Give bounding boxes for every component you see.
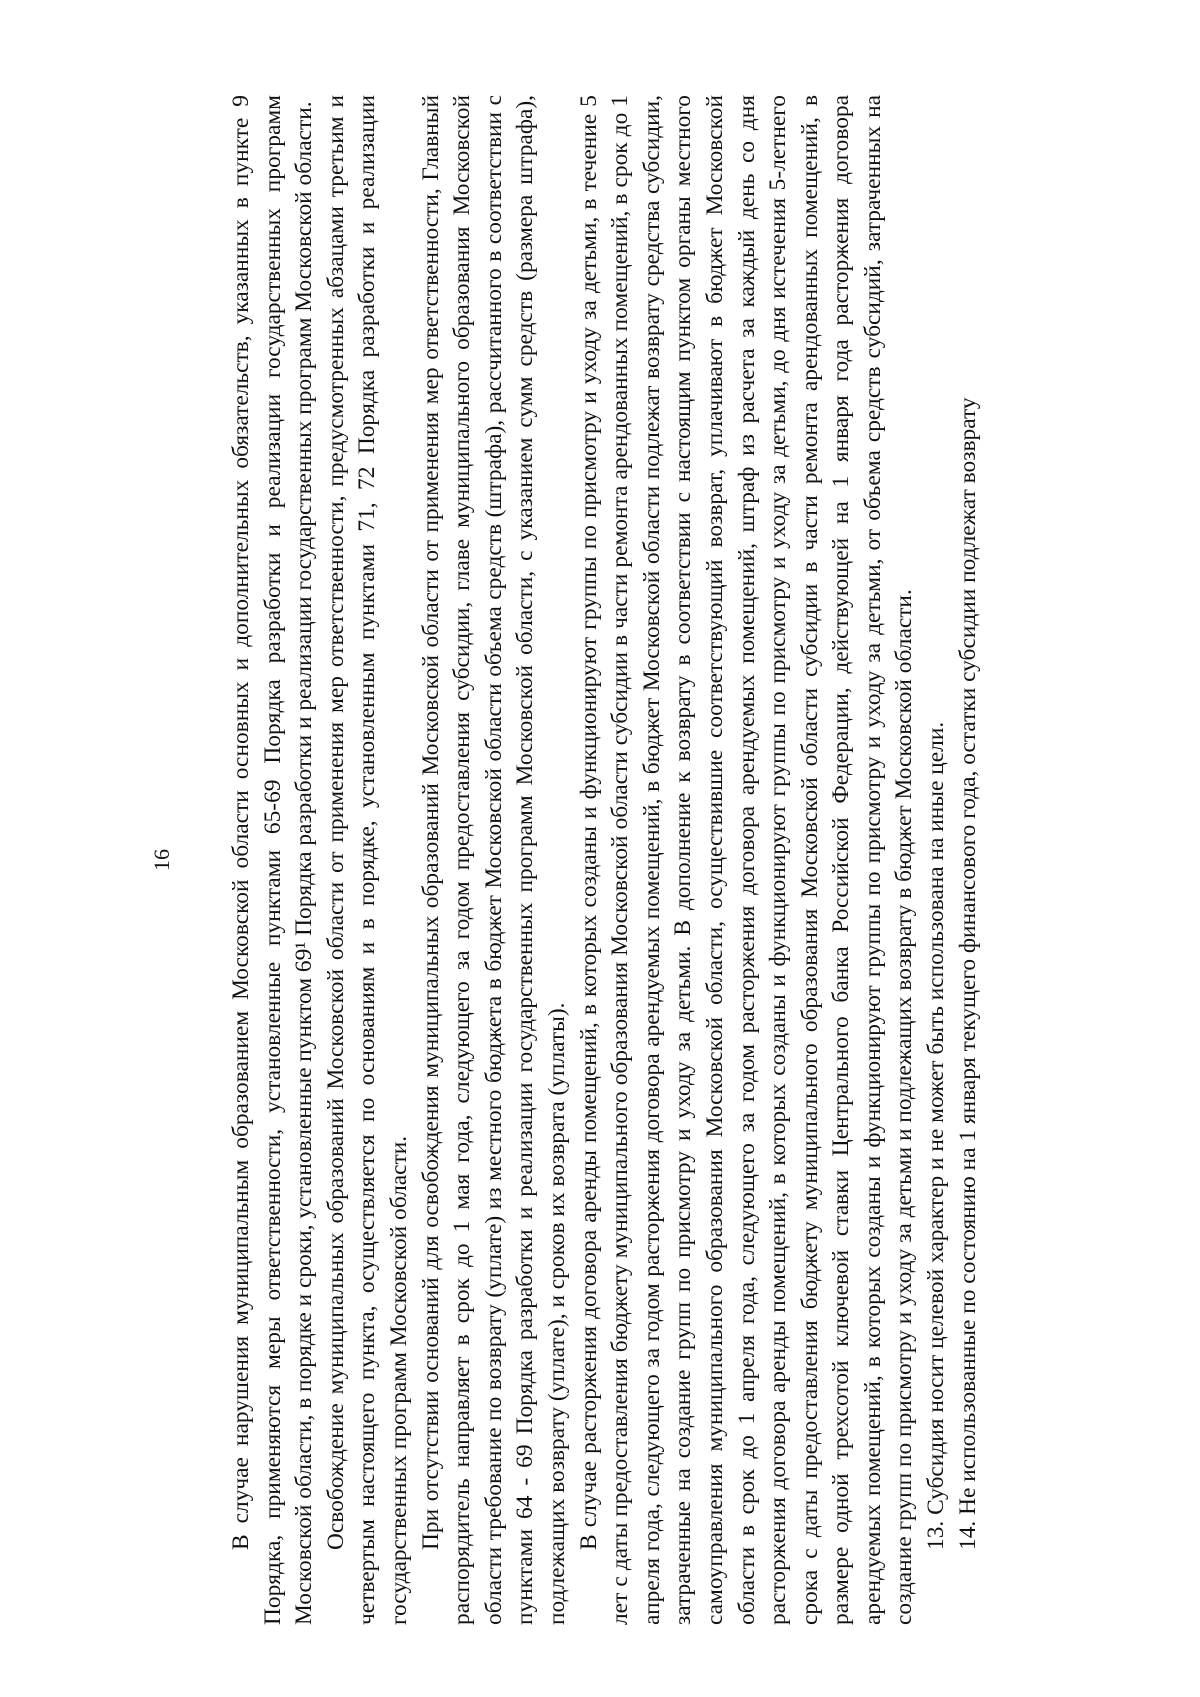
paragraph-exemption: Освобождение муниципальных образований Московской области от применения мер ответственности, предусмотренных абзацами третьим и четвертым настоящего пункта, осуществляется по основаниям и в порядке, установленным пунктами 71, 72 Порядка разработки и реализации государственных программ Московской области. bbox=[322, 95, 412, 1625]
rotated-text-block bbox=[148, 95, 984, 1625]
paragraph-item-13: 13. Субсидия носит целевой характер и не может быть использована на иные цели. bbox=[923, 721, 950, 1550]
page-number: 16 bbox=[149, 849, 174, 871]
paragraph-item-14: 14. Не использованные по состоянию на 1 января текущего финансового года, остатки субсидии подлежат возврату bbox=[954, 397, 981, 1550]
paragraph-lease-termination: В случае расторжения договора аренды помещений, в которых созданы и функционируют группы по присмотру и уходу за детьми, в течение 5 лет с даты предоставления бюджету муниципального образования Московской области субсидии в части ремонта арендованных помещений, в срок до 1 апреля года, следующего за годом расторжения договора арендуемых помещений, в бюджет Московской области подлежат возврату средства субсидии, затраченные на создание групп по присмотру и уходу за детьми. В дополнение к возврату в соответствии с настоящим пунктом органы местного самоуправления муниципального образования Московской области, осуществившие соответствующий возврат, уплачивают в бюджет Московской области в срок до 1 апреля года, следующего за годом расторжения договора арендуемых помещений, штраф из расчета за каждый день со дня расторжения договора аренды помещений, в которых созданы и функционируют группы по присмотру и уходу за детьми, до дня истечения 5-летнего срока с даты предоставления бюджету муниципального образования Московской области субсидии в части ремонта арендованных помещений, в размере одной трехсотой ключевой ставки Центрального банка Российской Федерации, действующей на 1 января года расторжения договора арендуемых помещений, в которых созданы и функционируют группы по присмотру и уходу за детьми, от объема средств субсидий, затраченных на создание групп по присмотру и уходу за детьми и подлежащих возврату в бюджет Московской области. bbox=[575, 95, 918, 1625]
paragraph-refund-demand: При отсутствии оснований для освобождения муниципальных образований Московской области от применения мер ответственности, Главный распорядитель направляет в срок до 1 мая года, следующего за годом предоставления субсидии, главе муниципального образования Московской области требование по возврату (уплате) из местного бюджета в бюджет Московской области объема средств (штрафа), рассчитанного в соответствии с пунктами 64 - 69 Порядка разработки и реализации государственных программ Московской области, с указанием сумм средств (размера штрафа), подлежащих возврату (уплате), и сроков их возврата (уплаты). bbox=[417, 95, 570, 1625]
paragraph-violation-measures: В случае нарушения муниципальным образованием Московской области основных и дополнительных обязательств, указанных в пункте 9 Порядка, применяются меры ответственности, установленные пунктами 65-69 Порядка разработки и реализации государственных программ Московской области, в порядке и сроки, установленные пунктом 69¹ Порядка разработки и реализации государственных программ Московской области. bbox=[228, 95, 318, 1625]
